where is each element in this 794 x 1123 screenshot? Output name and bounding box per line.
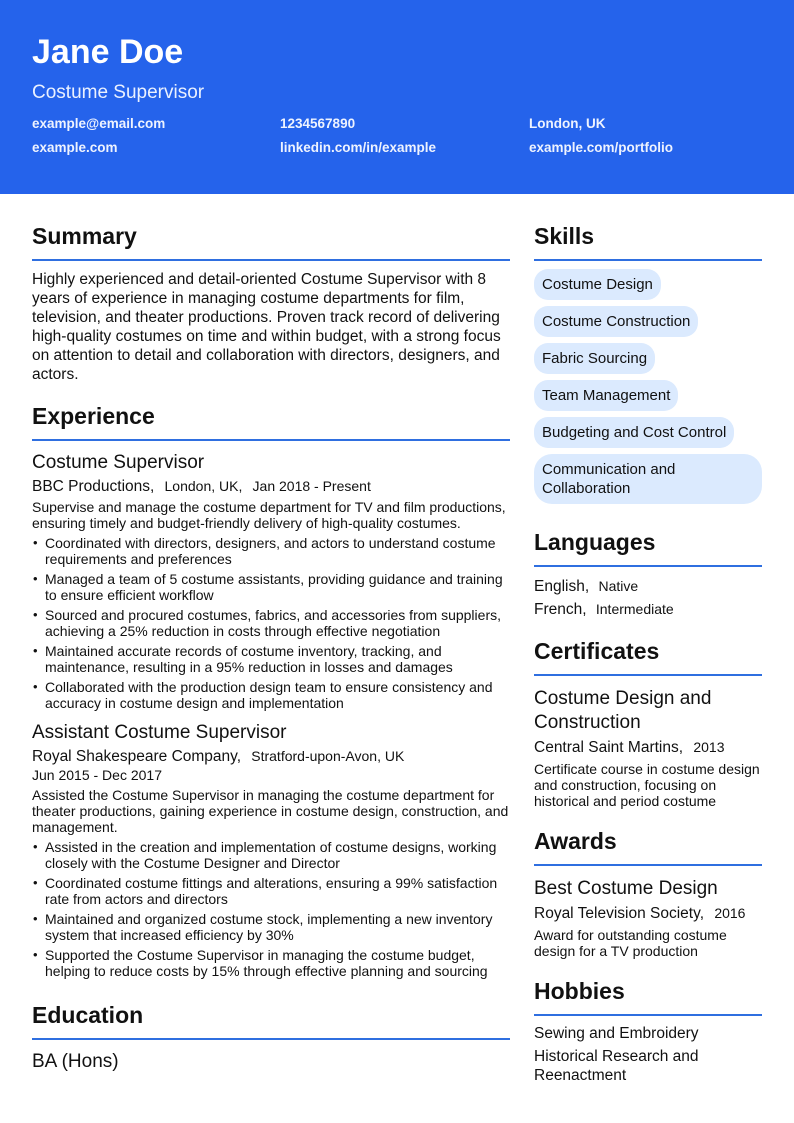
experience-heading: Experience — [32, 384, 510, 441]
skills-list — [534, 269, 762, 504]
job-org: Royal Shakespeare Company, — [32, 748, 242, 765]
certificate-meta — [534, 738, 762, 757]
job-meta — [32, 477, 510, 496]
skill-chip: Costume Construction — [534, 306, 698, 337]
award-year: 2016 — [714, 905, 746, 921]
contact-linkedin[interactable]: linkedin.com/in/example — [280, 140, 437, 155]
job-location: Stratford-upon-Avon, UK — [251, 748, 405, 764]
hobby-item: Sewing and Embroidery — [534, 1025, 699, 1042]
awards-heading: Awards — [534, 809, 762, 866]
job-location: London, UK, — [164, 478, 243, 494]
contact-location: London, UK — [529, 116, 606, 131]
job-bullets — [32, 839, 510, 979]
job-description: Supervise and manage the costume department for TV and film productions, ensuring timely and budget-friendly delivery of high-quality costumes. — [32, 499, 506, 531]
language-name: English, — [534, 578, 590, 595]
resume-header — [0, 0, 794, 194]
list-item: • Collaborated with the production design team to ensure consistency and accuracy in costume design and implementation — [32, 679, 510, 711]
resume-body — [0, 194, 794, 1085]
summary-heading: Summary — [32, 194, 510, 261]
hobby-item: Historical Research and Reenactment — [534, 1048, 699, 1084]
skill-chip: Budgeting and Cost Control — [534, 417, 734, 448]
award-meta — [534, 904, 762, 923]
job-description: Assisted the Costume Supervisor in managing the costume department for theater productions, gaining experience in costume design, construction, and management. — [32, 787, 509, 835]
list-item: • Sourced and procured costumes, fabrics, and accessories from suppliers, achieving a 25% reduction in costs through effective negotiation — [32, 607, 510, 639]
contact-email[interactable]: example@email.com — [32, 116, 166, 131]
left-column — [32, 194, 510, 1085]
job-title: Assistant Costume Supervisor — [32, 722, 287, 743]
contact-grid — [32, 115, 762, 156]
right-column — [534, 194, 762, 1085]
education-degree: BA (Hons) — [32, 1051, 119, 1072]
list-item: • Managed a team of 5 costume assistants, providing guidance and training to ensure efficient workflow — [32, 571, 510, 603]
list-item: • Coordinated costume fittings and alterations, ensuring a 99% satisfaction rate from actors and directors — [32, 875, 510, 907]
award-description: Award for outstanding costume design for a TV production — [534, 927, 727, 959]
contact-phone[interactable]: 1234567890 — [280, 116, 356, 131]
contact-portfolio[interactable]: example.com/portfolio — [529, 140, 674, 155]
list-item: • Coordinated with directors, designers, and actors to understand costume requirements and preferences — [32, 535, 510, 567]
candidate-name: Jane Doe — [32, 33, 184, 71]
education-heading: Education — [32, 983, 510, 1040]
language-item — [534, 600, 762, 619]
job-title: Costume Supervisor — [32, 452, 205, 473]
hobbies-heading: Hobbies — [534, 959, 762, 1016]
skill-chip: Fabric Sourcing — [534, 343, 655, 374]
certificates-heading: Certificates — [534, 619, 762, 676]
skill-chip: Costume Design — [534, 269, 661, 300]
job-bullets — [32, 535, 510, 711]
language-level: Intermediate — [595, 601, 674, 617]
certificate-issuer: Central Saint Martins, — [534, 739, 684, 756]
language-level: Native — [598, 578, 639, 594]
job-org: BBC Productions, — [32, 478, 155, 495]
list-item: • Maintained accurate records of costume inventory, tracking, and maintenance, resulting in a 95% reduction in losses and damages — [32, 643, 510, 675]
job-entry — [32, 721, 510, 979]
candidate-role: Costume Supervisor — [32, 82, 205, 103]
award-issuer: Royal Television Society, — [534, 905, 705, 922]
languages-heading: Languages — [534, 510, 762, 567]
job-entry — [32, 451, 510, 711]
list-item: • Assisted in the creation and implementation of costume designs, working closely with the Costume Designer and Director — [32, 839, 510, 871]
certificate-title: Costume Design and Construction — [534, 688, 712, 733]
list-item: • Supported the Costume Supervisor in managing the costume budget, helping to reduce costs by 15% through effective planning and sourcing — [32, 947, 510, 979]
language-item — [534, 577, 762, 596]
skill-chip: Team Management — [534, 380, 678, 411]
language-name: French, — [534, 601, 587, 618]
contact-website[interactable]: example.com — [32, 140, 118, 155]
job-dates: Jun 2015 - Dec 2017 — [32, 767, 162, 783]
award-title: Best Costume Design — [534, 878, 718, 899]
list-item: • Maintained and organized costume stock, implementing a new inventory system that increased efficiency by 30% — [32, 911, 510, 943]
job-meta — [32, 747, 510, 766]
certificate-description: Certificate course in costume design and construction, focusing on historical and period costume — [534, 761, 760, 809]
job-dates: Jan 2018 - Present — [252, 478, 371, 494]
skills-heading: Skills — [534, 194, 762, 261]
certificate-year: 2013 — [693, 739, 725, 755]
summary-text: Highly experienced and detail-oriented Costume Supervisor with 8 years of experience in managing costume departments for film, television, and theater productions. Proven track record of delivering high-quality costumes on time and within budget, with a strong focus on attention to detail and collaboration with directors, designers, and actors. — [32, 271, 501, 383]
skill-chip: Communication and Collaboration — [534, 454, 762, 504]
